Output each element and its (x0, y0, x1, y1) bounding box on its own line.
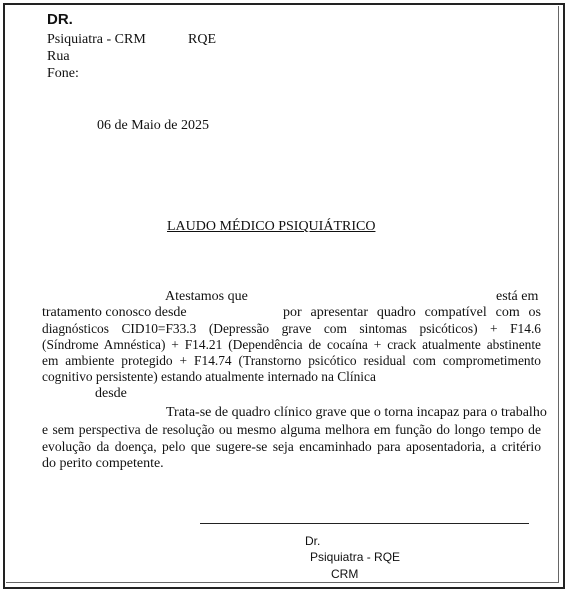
document-title: LAUDO MÉDICO PSIQUIÁTRICO (167, 219, 376, 234)
signature-name: Dr. (305, 534, 321, 548)
p2-line3: evolução da doença, pelo que sugere-se seja encaminhado para aposentadoria, a critério (42, 439, 541, 454)
page-shadow (6, 6, 559, 583)
p2-line4: do perito competente. (42, 456, 164, 471)
p1-line7: desde (95, 386, 127, 401)
p1-line3: diagnósticos CID10=F33.3 (Depressão grave com sintomas psicóticos) + F14.6 (42, 321, 541, 336)
document-date: 06 de Maio de 2025 (97, 118, 209, 133)
p2-line1: Trata-se de quadro clínico grave que o torna incapaz para o trabalho (166, 405, 547, 420)
p1-line6: cognitivo persistente) estando atualmente internado na Clínica (42, 369, 376, 384)
p1-line2-end: por apresentar quadro compatível com os (283, 305, 541, 320)
doctor-specialty: Psiquiatra - CRM (47, 32, 146, 47)
signature-specialty: Psiquiatra - RQE (310, 550, 401, 564)
signature-crm: CRM (331, 567, 359, 581)
p1-line1-start: Atestamos que (165, 289, 248, 304)
p1-line2-start: tratamento conosco desde (42, 305, 187, 320)
doctor-phone: Fone: (47, 66, 79, 81)
doctor-name: DR. (47, 11, 73, 28)
doctor-rqe: RQE (188, 32, 216, 47)
p1-line4: (Síndrome Amnéstica) + F14.21 (Dependência de cocaína + crack atualmente abstinente (42, 337, 541, 352)
signature-line (200, 523, 529, 524)
p1-line1-end: está em (496, 289, 539, 304)
doctor-street: Rua (47, 49, 70, 64)
p1-line5: em ambiente protegido + F14.74 (Transtorno psicótico residual com comprometimento (42, 353, 541, 368)
p2-line2: e sem perspectiva de resolução ou mesmo alguma melhora em função do longo tempo de (42, 422, 541, 437)
